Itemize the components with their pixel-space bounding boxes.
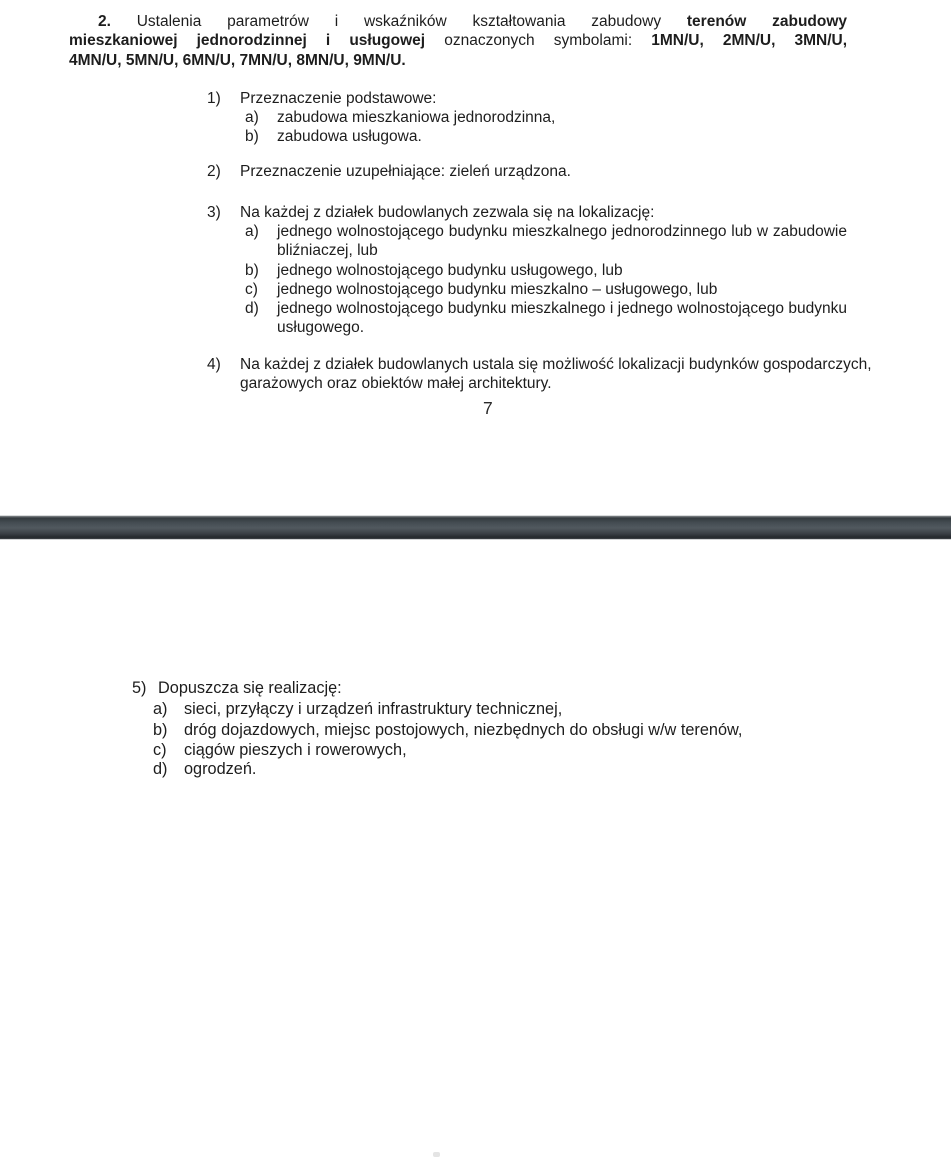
list-item-2 xyxy=(207,162,847,181)
list-marker: 5) xyxy=(132,679,147,697)
sub-item-3c xyxy=(245,280,847,299)
sub-item-text: zabudowa usługowa. xyxy=(277,128,422,145)
intro-text-bold: terenów zabudowy xyxy=(686,13,848,30)
list-marker: 4) xyxy=(207,356,221,373)
intro-text-regular: Ustalenia parametrów i wskaźników kształtowania zabudowy xyxy=(136,13,662,30)
sub-item-1b xyxy=(245,127,847,146)
sub-item-5b xyxy=(153,720,742,740)
list-marker: a) xyxy=(245,223,259,240)
list-item-3 xyxy=(207,203,847,222)
list-marker: c) xyxy=(153,741,167,759)
sub-item-text-line-2: bliźniaczej, lub xyxy=(277,242,378,260)
list-item-text-line-2: garażowych oraz obiektów małej architektury. xyxy=(240,375,552,393)
document-page-1 xyxy=(0,0,951,515)
intro-paragraph xyxy=(69,12,847,70)
list-item-5 xyxy=(132,678,342,698)
sub-item-text: sieci, przyłączy i urządzeń infrastruktury technicznej, xyxy=(184,700,563,718)
list-marker: d) xyxy=(153,760,168,778)
sub-item-text-line-1: jednego wolnostojącego budynku mieszkalnego i jednego wolnostojącego budynku xyxy=(277,300,847,317)
sub-item-text: jednego wolnostojącego budynku mieszkalno – usługowego, lub xyxy=(277,281,718,298)
list-item-text: Dopuszcza się realizację: xyxy=(158,679,342,697)
section-number: 2. xyxy=(98,13,111,30)
list-marker: b) xyxy=(245,128,259,145)
list-marker: a) xyxy=(245,109,259,126)
sub-item-3b xyxy=(245,261,847,280)
list-marker: b) xyxy=(153,721,168,739)
list-marker: b) xyxy=(245,262,259,279)
list-item-text: Na każdej z działek budowlanych zezwala się na lokalizację: xyxy=(240,204,655,221)
list-item-4 xyxy=(207,355,872,394)
page-number: 7 xyxy=(483,398,493,418)
sub-item-text-line-2: usługowego. xyxy=(277,319,365,337)
intro-line-3: 4MN/U, 5MN/U, 6MN/U, 7MN/U, 8MN/U, 9MN/U. xyxy=(69,51,406,69)
list-marker: c) xyxy=(245,281,258,298)
list-item-1 xyxy=(207,89,847,108)
sub-item-1a xyxy=(245,108,847,127)
sub-item-text-line-1: jednego wolnostojącego budynku mieszkalnego jednorodzinnego lub w zabudowie xyxy=(277,223,847,240)
sub-item-5a xyxy=(153,699,562,719)
sub-item-text: ogrodzeń. xyxy=(184,760,257,778)
list-marker: d) xyxy=(245,300,259,317)
list-marker: 3) xyxy=(207,204,221,221)
sub-item-text: zabudowa mieszkaniowa jednorodzinna, xyxy=(277,109,556,126)
sub-item-text: jednego wolnostojącego budynku usługowego, lub xyxy=(277,262,623,279)
list-item-text-line-1: Na każdej z działek budowlanych ustala się możliwość lokalizacji budynków gospodarczych, xyxy=(240,356,872,373)
intro-text-regular: oznaczonych symbolami: xyxy=(444,32,633,50)
list-marker: a) xyxy=(153,700,168,718)
symbol-list-bold: 1MN/U, 2MN/U, 3MN/U, xyxy=(651,32,847,50)
sub-item-3d xyxy=(245,299,847,338)
sub-item-3a xyxy=(245,222,847,261)
sub-item-text: dróg dojazdowych, miejsc postojowych, niezbędnych do obsługi w/w terenów, xyxy=(184,721,743,739)
sub-item-5c xyxy=(153,740,407,760)
sub-item-text: ciągów pieszych i rowerowych, xyxy=(184,741,407,759)
intro-line-1 xyxy=(69,12,847,31)
intro-text-bold: mieszkaniowej jednorodzinnej i usługowej xyxy=(69,32,426,50)
list-marker: 1) xyxy=(207,90,221,107)
scan-speck xyxy=(433,1152,440,1157)
list-item-text: Przeznaczenie uzupełniające: zieleń urządzona. xyxy=(240,163,571,180)
list-item-text: Przeznaczenie podstawowe: xyxy=(240,90,437,107)
intro-line-2 xyxy=(69,31,847,50)
page-separator-bar xyxy=(0,515,951,540)
sub-item-5d xyxy=(153,759,256,779)
document-page-2 xyxy=(0,540,951,778)
list-marker: 2) xyxy=(207,163,221,180)
